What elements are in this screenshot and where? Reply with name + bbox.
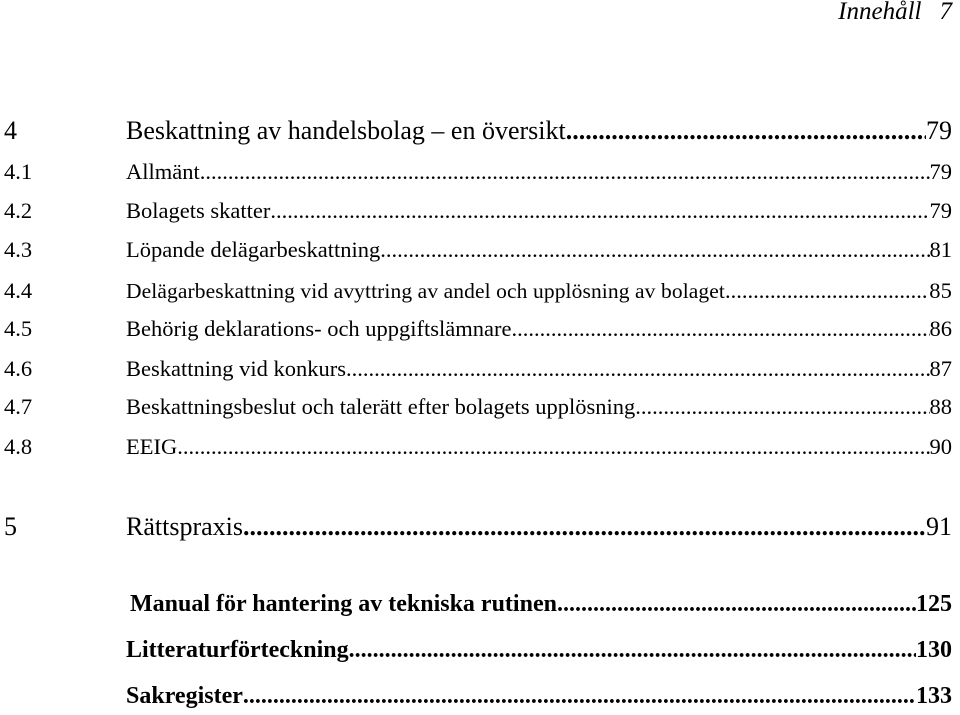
toc-number: 4.4 [4, 278, 33, 303]
header-page-number: 7 [939, 0, 952, 25]
toc-page: 85 [929, 278, 952, 303]
toc-title: Beskattning vid konkurs [126, 356, 346, 381]
toc-leader [200, 159, 930, 185]
toc-number: 4.3 [4, 237, 33, 262]
toc-leader [725, 278, 929, 304]
toc-page: 86 [929, 316, 952, 341]
toc-number: 4.2 [4, 198, 33, 223]
toc-title: EEIG [126, 434, 178, 459]
toc-number: 4 [4, 116, 17, 145]
toc-title: Allmänt [126, 159, 200, 184]
toc-page: 88 [929, 394, 952, 419]
toc-number: 5 [4, 512, 17, 541]
toc-title: Litteraturförteckning [126, 637, 349, 663]
toc-number: 4.1 [4, 159, 33, 184]
toc-leader [512, 316, 930, 342]
toc-page: 87 [929, 356, 952, 381]
toc-title: Bolagets skatter [126, 198, 271, 223]
toc-title: Löpande delägarbeskattning [126, 237, 381, 262]
toc-title: Sakregister [126, 683, 243, 709]
running-header [838, 0, 952, 26]
toc-number: 4.8 [4, 434, 33, 459]
toc-page: 81 [929, 237, 952, 262]
toc-leader [557, 591, 916, 618]
toc-page: 130 [916, 637, 952, 663]
toc-number: 4.7 [4, 394, 33, 419]
toc-page: 125 [916, 591, 952, 617]
toc-title: Manual för hantering av tekniska rutinen [130, 591, 557, 617]
toc-leader [349, 637, 916, 664]
toc-leader [346, 356, 930, 382]
toc-leader [635, 394, 929, 420]
toc-title: Delägarbeskattning vid avyttring av andel och upplösning av bolaget [126, 279, 725, 303]
toc-leader [177, 434, 929, 460]
toc-leader [243, 512, 926, 542]
toc-page: 90 [929, 434, 952, 459]
toc-page: 133 [916, 683, 952, 709]
toc-title: Beskattning av handelsbolag – en översikt [126, 116, 566, 145]
toc-page: 91 [926, 512, 952, 541]
toc-page: 79 [926, 116, 952, 145]
toc-title: Rättspraxis [126, 512, 243, 541]
toc-page: 79 [929, 159, 952, 184]
toc-title: Behörig deklarations- och uppgiftslämnare [126, 316, 512, 341]
toc-title: Beskattningsbeslut och talerätt efter bolagets upplösning [126, 394, 636, 419]
toc-number: 4.5 [4, 316, 33, 341]
header-title: Innehåll [838, 0, 922, 25]
toc-leader [270, 198, 929, 224]
toc-leader [380, 237, 929, 263]
toc-number: 4.6 [4, 356, 33, 381]
toc-page: 79 [929, 198, 952, 223]
toc-leader [243, 683, 916, 710]
toc-leader [566, 116, 926, 146]
